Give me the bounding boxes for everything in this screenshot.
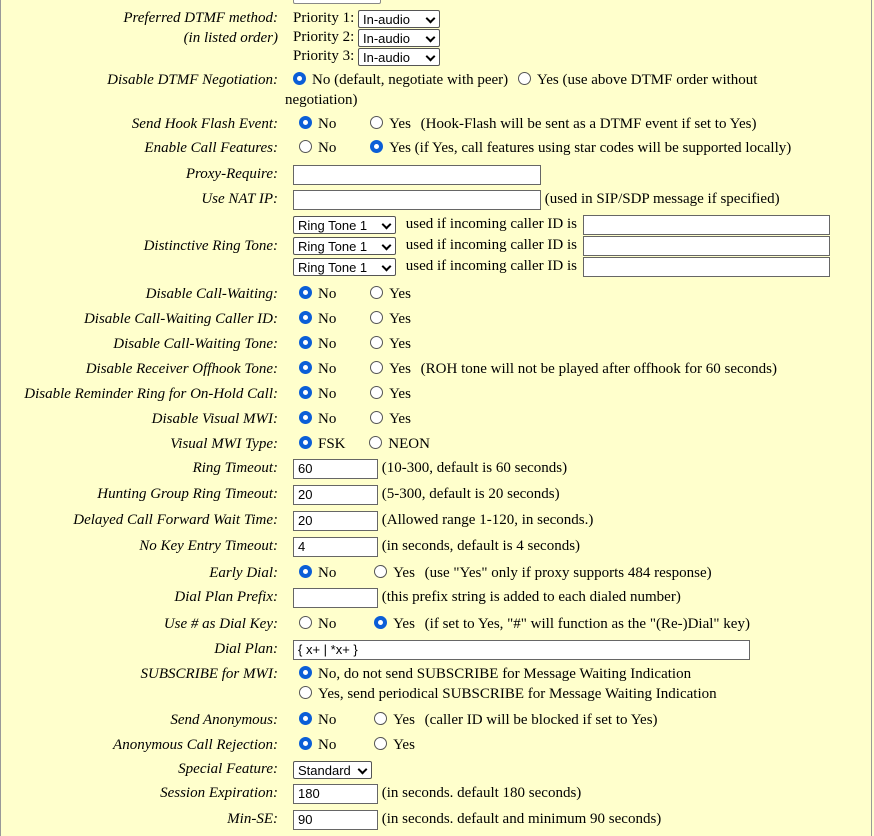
hash-dial-key-no-radio[interactable] bbox=[299, 616, 312, 629]
visual-mwi-label: Disable Visual MWI: bbox=[151, 411, 278, 427]
dial-prefix-ctrl bbox=[293, 587, 681, 608]
row-proxy-require bbox=[1, 164, 871, 188]
nat-ip-input[interactable] bbox=[293, 190, 541, 210]
early-dial-yes-radio[interactable] bbox=[374, 565, 387, 578]
hook-flash-label: Send Hook Flash Event: bbox=[131, 116, 278, 132]
row-dial-plan bbox=[1, 639, 871, 663]
min-se-note: (in seconds. default and minimum 90 seconds) bbox=[381, 811, 662, 827]
row-call-waiting-tone bbox=[1, 334, 871, 358]
row-hook-flash bbox=[1, 114, 871, 138]
reminder-ring-no-label: No bbox=[318, 386, 337, 402]
dtmf-priority-3 bbox=[293, 46, 440, 65]
hunting-timeout-input[interactable]: 20 bbox=[293, 485, 378, 505]
call-features-no-label: No bbox=[318, 140, 337, 156]
special-feature-select[interactable]: Standard bbox=[293, 761, 372, 779]
row-reminder-ring bbox=[1, 384, 871, 408]
hash-dial-key-no-label: No bbox=[318, 616, 337, 632]
disable-dtmf-neg-no-label: No (default, negotiate with peer) bbox=[312, 72, 509, 88]
subscribe-mwi-options bbox=[293, 664, 717, 704]
row-visual-mwi bbox=[1, 409, 871, 433]
forward-wait-input[interactable]: 20 bbox=[293, 511, 378, 531]
hunting-timeout-note: (5-300, default is 20 seconds) bbox=[381, 486, 560, 502]
truncated-field[interactable] bbox=[293, 0, 381, 4]
early-dial-options bbox=[293, 563, 712, 583]
early-dial-yes-label: Yes bbox=[393, 565, 415, 581]
hook-flash-yes-label: Yes bbox=[389, 116, 411, 132]
dial-prefix-note: (this prefix string is added to each dialed number) bbox=[381, 589, 681, 605]
no-key-timeout-note: (in seconds, default is 4 seconds) bbox=[381, 538, 581, 554]
priority-label: Priority 2: bbox=[293, 29, 355, 45]
row-min-se bbox=[1, 809, 871, 833]
caller-id-input-1[interactable] bbox=[583, 215, 830, 235]
hook-flash-options bbox=[293, 114, 756, 134]
early-dial-label: Early Dial: bbox=[209, 565, 278, 581]
special-feature-ctrl bbox=[293, 759, 372, 779]
subscribe-mwi-yes-radio[interactable] bbox=[299, 686, 312, 699]
send-anonymous-no-label: No bbox=[318, 712, 337, 728]
disable-dtmf-neg-options bbox=[287, 70, 757, 110]
call-features-yes-radio[interactable] bbox=[370, 140, 383, 153]
dtmf-priorities bbox=[293, 8, 440, 65]
ring-timeout-label: Ring Timeout: bbox=[192, 460, 278, 476]
distinctive-ring-entry bbox=[293, 235, 830, 256]
caller-id-input-3[interactable] bbox=[583, 257, 830, 277]
row-ring-timeout bbox=[1, 458, 871, 482]
proxy-require-label: Proxy-Require: bbox=[185, 166, 278, 182]
visual-mwi-no-label: No bbox=[318, 411, 337, 427]
subscribe-mwi-label: SUBSCRIBE for MWI: bbox=[140, 666, 278, 682]
mwi-type-fsk-radio[interactable] bbox=[299, 436, 312, 449]
special-feature-label: Special Feature: bbox=[178, 761, 278, 777]
hunting-timeout-ctrl bbox=[293, 484, 560, 505]
reminder-ring-label: Disable Reminder Ring for On-Hold Call: bbox=[24, 386, 278, 402]
mwi-type-fsk-label: FSK bbox=[318, 436, 346, 452]
proxy-require-input[interactable] bbox=[293, 165, 541, 185]
min-se-input[interactable]: 90 bbox=[293, 810, 378, 830]
call-features-yes-label: Yes (if Yes, call features using star codes will be supported locally) bbox=[389, 140, 792, 156]
call-waiting-yes-label: Yes bbox=[389, 286, 411, 302]
call-waiting-no-label: No bbox=[318, 286, 337, 302]
row-session-expiration bbox=[1, 783, 871, 807]
send-anonymous-note: (caller ID will be blocked if set to Yes) bbox=[424, 712, 658, 728]
early-dial-note: (use "Yes" only if proxy supports 484 response) bbox=[424, 565, 712, 581]
roh-tone-no-label: No bbox=[318, 361, 337, 377]
forward-wait-label: Delayed Call Forward Wait Time: bbox=[73, 512, 278, 528]
roh-tone-yes-label: Yes bbox=[389, 361, 411, 377]
dtmf-priority-1-select[interactable]: In-audio bbox=[358, 10, 440, 28]
dial-plan-input[interactable]: { x+ | *x+ } bbox=[293, 640, 750, 660]
hash-dial-key-options bbox=[293, 614, 750, 634]
anonymous-rejection-yes-radio[interactable] bbox=[374, 737, 387, 750]
row-forward-wait bbox=[1, 510, 871, 534]
row-nat-ip bbox=[1, 189, 871, 213]
ring-tone-select-1[interactable]: Ring Tone 1 bbox=[293, 216, 396, 234]
disable-dtmf-neg-yes-radio[interactable] bbox=[518, 72, 531, 85]
visual-mwi-options bbox=[293, 409, 411, 429]
dtmf-priority-2-select[interactable]: In-audio bbox=[358, 29, 440, 47]
proxy-require-ctrl bbox=[293, 164, 541, 185]
priority-label: Priority 1: bbox=[293, 10, 355, 26]
subscribe-mwi-option-yes bbox=[293, 684, 717, 704]
dtmf-priority-3-select[interactable]: In-audio bbox=[358, 48, 440, 66]
distinctive-ring-text: used if incoming caller ID is bbox=[405, 216, 577, 232]
mwi-type-neon-label: NEON bbox=[388, 436, 430, 452]
call-features-options bbox=[293, 138, 791, 158]
no-key-timeout-ctrl bbox=[293, 536, 580, 557]
min-se-ctrl bbox=[293, 809, 661, 830]
distinctive-ring-entry bbox=[293, 256, 830, 277]
mwi-type-label: Visual MWI Type: bbox=[170, 436, 278, 452]
hash-dial-key-yes-radio[interactable] bbox=[374, 616, 387, 629]
row-distinctive-ring bbox=[1, 214, 871, 278]
priority-label: Priority 3: bbox=[293, 48, 355, 64]
hook-flash-no-radio[interactable] bbox=[299, 116, 312, 129]
early-dial-no-radio[interactable] bbox=[299, 565, 312, 578]
call-waiting-tone-label: Disable Call-Waiting Tone: bbox=[113, 336, 278, 352]
disable-dtmf-neg-yes-cont: negotiation) bbox=[285, 92, 358, 108]
roh-tone-note: (ROH tone will not be played after offhook for 60 seconds) bbox=[420, 361, 777, 377]
hash-dial-key-note: (if set to Yes, "#" will function as the "(Re-)Dial" key) bbox=[424, 616, 750, 632]
reminder-ring-yes-radio[interactable] bbox=[370, 386, 383, 399]
call-waiting-cid-options bbox=[293, 309, 411, 329]
call-waiting-options bbox=[293, 284, 411, 304]
ring-timeout-input[interactable]: 60 bbox=[293, 459, 378, 479]
disable-dtmf-neg-label: Disable DTMF Negotiation: bbox=[107, 72, 278, 88]
nat-ip-ctrl bbox=[293, 189, 780, 210]
anonymous-rejection-no-radio[interactable] bbox=[299, 737, 312, 750]
dtmf-label-text: Preferred DTMF method: bbox=[123, 10, 278, 26]
distinctive-ring-label: Distinctive Ring Tone: bbox=[143, 238, 278, 254]
distinctive-ring-entries bbox=[293, 214, 830, 277]
session-expiration-label: Session Expiration: bbox=[160, 785, 278, 801]
reminder-ring-options bbox=[293, 384, 411, 404]
caller-id-input-2[interactable] bbox=[583, 236, 830, 256]
row-dial-prefix bbox=[1, 587, 871, 611]
dial-prefix-input[interactable] bbox=[293, 588, 378, 608]
visual-mwi-yes-label: Yes bbox=[389, 411, 411, 427]
reminder-ring-no-radio[interactable] bbox=[299, 386, 312, 399]
dtmf-label bbox=[123, 8, 278, 48]
subscribe-mwi-option-no bbox=[293, 664, 717, 684]
call-waiting-tone-no-label: No bbox=[318, 336, 337, 352]
subscribe-mwi-yes-label: Yes, send periodical SUBSCRIBE for Message Waiting Indication bbox=[318, 686, 717, 702]
row-special-feature bbox=[1, 759, 871, 783]
call-waiting-cid-yes-label: Yes bbox=[389, 311, 411, 327]
roh-tone-options bbox=[293, 359, 777, 379]
call-features-no-radio[interactable] bbox=[299, 140, 312, 153]
distinctive-ring-entry bbox=[293, 214, 830, 235]
call-waiting-tone-yes-radio[interactable] bbox=[370, 336, 383, 349]
call-waiting-yes-radio[interactable] bbox=[370, 286, 383, 299]
visual-mwi-no-radio[interactable] bbox=[299, 411, 312, 424]
forward-wait-ctrl bbox=[293, 510, 593, 531]
call-waiting-no-radio[interactable] bbox=[299, 286, 312, 299]
call-waiting-cid-yes-radio[interactable] bbox=[370, 311, 383, 324]
row-roh-tone bbox=[1, 359, 871, 383]
call-features-label: Enable Call Features: bbox=[144, 140, 278, 156]
forward-wait-note: (Allowed range 1-120, in seconds.) bbox=[381, 512, 594, 528]
send-anonymous-yes-label: Yes bbox=[393, 712, 415, 728]
hash-dial-key-yes-label: Yes bbox=[393, 616, 415, 632]
hook-flash-yes-radio[interactable] bbox=[370, 116, 383, 129]
ring-timeout-ctrl bbox=[293, 458, 567, 479]
call-waiting-cid-no-radio[interactable] bbox=[299, 311, 312, 324]
anonymous-rejection-label: Anonymous Call Rejection: bbox=[113, 737, 278, 753]
roh-tone-no-radio[interactable] bbox=[299, 361, 312, 374]
dtmf-priority-2 bbox=[293, 27, 440, 46]
mwi-type-neon-radio[interactable] bbox=[369, 436, 382, 449]
call-waiting-cid-no-label: No bbox=[318, 311, 337, 327]
row-dtmf-method bbox=[1, 8, 871, 68]
send-anonymous-no-radio[interactable] bbox=[299, 712, 312, 725]
visual-mwi-yes-radio[interactable] bbox=[370, 411, 383, 424]
call-waiting-label: Disable Call-Waiting: bbox=[145, 286, 278, 302]
hook-flash-note: (Hook-Flash will be sent as a DTMF event if set to Yes) bbox=[420, 116, 757, 132]
early-dial-no-label: No bbox=[318, 565, 337, 581]
dtmf-sublabel: (in listed order) bbox=[183, 30, 278, 46]
session-expiration-input[interactable]: 180 bbox=[293, 784, 378, 804]
distinctive-ring-text: used if incoming caller ID is bbox=[405, 237, 577, 253]
send-anonymous-options bbox=[293, 710, 658, 730]
mwi-type-options bbox=[293, 434, 430, 454]
roh-tone-yes-radio[interactable] bbox=[370, 361, 383, 374]
call-waiting-cid-label: Disable Call-Waiting Caller ID: bbox=[83, 311, 278, 327]
row-hunting-timeout bbox=[1, 484, 871, 508]
hunting-timeout-label: Hunting Group Ring Timeout: bbox=[97, 486, 278, 502]
dial-plan-label: Dial Plan: bbox=[214, 641, 278, 657]
ring-tone-select-3[interactable]: Ring Tone 1 bbox=[293, 258, 396, 276]
disable-dtmf-neg-no-radio[interactable] bbox=[293, 72, 306, 85]
no-key-timeout-label: No Key Entry Timeout: bbox=[139, 538, 278, 554]
anonymous-rejection-no-label: No bbox=[318, 737, 337, 753]
subscribe-mwi-no-label: No, do not send SUBSCRIBE for Message Waiting Indication bbox=[318, 666, 692, 682]
session-expiration-ctrl bbox=[293, 783, 581, 804]
no-key-timeout-input[interactable]: 4 bbox=[293, 537, 378, 557]
nat-ip-label: Use NAT IP: bbox=[201, 191, 278, 207]
ring-tone-select-2[interactable]: Ring Tone 1 bbox=[293, 237, 396, 255]
row-no-key-timeout bbox=[1, 536, 871, 560]
session-expiration-note: (in seconds. default 180 seconds) bbox=[381, 785, 582, 801]
row-mwi-type bbox=[1, 434, 871, 458]
row-disable-dtmf-negotiation bbox=[1, 70, 871, 110]
call-waiting-tone-options bbox=[293, 334, 411, 354]
dial-plan-ctrl bbox=[293, 639, 750, 660]
send-anonymous-label: Send Anonymous: bbox=[170, 712, 278, 728]
subscribe-mwi-no-radio[interactable] bbox=[299, 666, 312, 679]
dtmf-priority-1 bbox=[293, 8, 440, 27]
anonymous-rejection-yes-label: Yes bbox=[393, 737, 415, 753]
row-subscribe-mwi bbox=[1, 664, 871, 708]
ring-timeout-note: (10-300, default is 60 seconds) bbox=[381, 460, 568, 476]
hash-dial-key-label: Use # as Dial Key: bbox=[163, 616, 278, 632]
dial-prefix-label: Dial Plan Prefix: bbox=[174, 589, 278, 605]
row-early-dial bbox=[1, 563, 871, 587]
distinctive-ring-text: used if incoming caller ID is bbox=[405, 258, 577, 274]
disable-dtmf-neg-yes-label: Yes (use above DTMF order without bbox=[536, 72, 758, 88]
reminder-ring-yes-label: Yes bbox=[389, 386, 411, 402]
call-waiting-tone-yes-label: Yes bbox=[389, 336, 411, 352]
roh-tone-label: Disable Receiver Offhook Tone: bbox=[85, 361, 278, 377]
row-anonymous-rejection bbox=[1, 735, 871, 759]
hook-flash-no-label: No bbox=[318, 116, 337, 132]
row-call-waiting bbox=[1, 284, 871, 308]
row-call-features bbox=[1, 138, 871, 162]
anonymous-rejection-options bbox=[293, 735, 415, 755]
nat-ip-note: (used in SIP/SDP message if specified) bbox=[544, 191, 780, 207]
call-waiting-tone-no-radio[interactable] bbox=[299, 336, 312, 349]
min-se-label: Min-SE: bbox=[227, 811, 278, 827]
row-call-waiting-cid bbox=[1, 309, 871, 333]
row-hash-dial-key bbox=[1, 614, 871, 638]
send-anonymous-yes-radio[interactable] bbox=[374, 712, 387, 725]
row-send-anonymous bbox=[1, 710, 871, 734]
